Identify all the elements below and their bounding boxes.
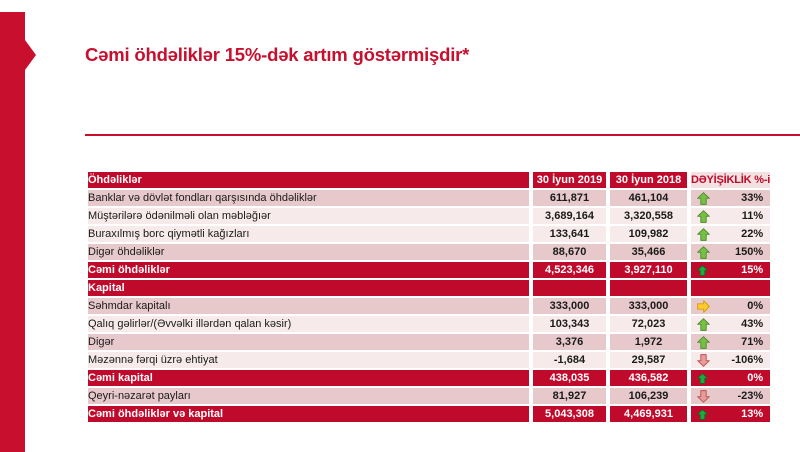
value-2019: 81,927 [533,388,606,404]
value-2019: 88,670 [533,244,606,260]
row-label: Cəmi öhdəliklər [88,262,529,278]
value-2019: 333,000 [533,298,606,314]
row-label: Cəmi öhdəliklər və kapital [88,406,529,422]
up-arrow-icon [697,373,708,384]
change-value: 71% [741,336,764,348]
change-cell [691,334,770,350]
table-row [88,262,770,278]
table-row [88,280,770,296]
value-2018: 3,927,110 [610,262,687,278]
change-cell [691,316,770,332]
table-row [88,406,770,422]
change-value: 11% [741,210,764,222]
value-2018: 72,023 [610,316,687,332]
row-label: Müştərilərə ödənilməli olan məbləğıər [88,208,529,224]
up-arrow-icon [697,210,710,223]
col-header-2019: 30 İyun 2019 [533,172,606,188]
value-2019 [533,280,606,296]
change-value: 22% [741,228,764,240]
title-underline [85,134,800,136]
change-value: 150% [735,246,764,258]
change-cell [691,244,770,260]
change-value: 13% [741,408,764,420]
value-2018: 29,587 [610,352,687,368]
change-cell [691,226,770,242]
value-2018: 3,320,558 [610,208,687,224]
down-arrow-icon [697,354,710,367]
change-value: 0% [747,300,764,312]
accent-arrow-icon [25,40,36,70]
value-2018: 461,104 [610,190,687,206]
value-2019: 4,523,346 [533,262,606,278]
change-cell [691,352,770,368]
change-cell [691,298,770,314]
row-label: Digər öhdəliklər [88,244,529,260]
change-cell [691,280,770,296]
accent-bar [0,12,25,452]
value-2018: 1,972 [610,334,687,350]
table-row [88,208,770,224]
col-header-2018: 30 İyun 2018 [610,172,687,188]
down-arrow-icon [697,390,710,403]
table-row [88,298,770,314]
row-label: Buraxılmış borc qiymətli kağızları [88,226,529,242]
row-label: Digər [88,334,529,350]
right-arrow-icon [697,300,710,313]
value-2019: 611,871 [533,190,606,206]
financial-table [84,170,774,424]
value-2019: -1,684 [533,352,606,368]
change-cell [691,406,770,422]
up-arrow-icon [697,192,710,205]
table-row [88,190,770,206]
up-arrow-icon [697,336,710,349]
value-2018: 106,239 [610,388,687,404]
table-row [88,244,770,260]
value-2018: 333,000 [610,298,687,314]
value-2019: 103,343 [533,316,606,332]
value-2018: 436,582 [610,370,687,386]
table-row [88,316,770,332]
value-2019: 5,043,308 [533,406,606,422]
row-label: Məzənnə fərqi üzrə ehtiyat [88,352,529,368]
table-header-row [88,172,770,188]
table-row [88,370,770,386]
row-label: Qalıq gəlirlər/(Əvvəlki illərdən qalan kəsir) [88,316,529,332]
row-label: Banklar və dövlət fondları qarşısında öhdəliklər [88,190,529,206]
change-value: 43% [741,318,764,330]
change-cell [691,370,770,386]
table-row [88,226,770,242]
value-2018: 35,466 [610,244,687,260]
change-value: -106% [731,354,764,366]
change-value: 0% [747,372,764,384]
row-label: Kapital [88,280,529,296]
value-2018 [610,280,687,296]
row-label: Cəmi kapital [88,370,529,386]
value-2018: 4,469,931 [610,406,687,422]
value-2019: 3,689,164 [533,208,606,224]
change-cell [691,190,770,206]
change-value: 15% [741,264,764,276]
row-label: Səhmdar kapitalı [88,298,529,314]
change-cell [691,388,770,404]
change-value: 33% [741,192,764,204]
page-title: Cəmi öhdəliklər 15%-dək artım göstərmişdir* [85,44,470,65]
table-row [88,334,770,350]
up-arrow-icon [697,246,710,259]
row-label: Qeyri-nəzarət payları [88,388,529,404]
table-row [88,388,770,404]
change-cell [691,262,770,278]
col-header-change: DƏYİŞİKLİK %-i [691,174,771,186]
change-cell [691,208,770,224]
value-2019: 438,035 [533,370,606,386]
change-value: -23% [737,390,764,402]
up-arrow-icon [697,318,710,331]
col-header-liabilities: Öhdəliklər [88,172,529,188]
value-2019: 133,641 [533,226,606,242]
up-arrow-icon [697,228,710,241]
up-arrow-icon [697,265,708,276]
up-arrow-icon [697,409,708,420]
table-row [88,352,770,368]
value-2019: 3,376 [533,334,606,350]
value-2018: 109,982 [610,226,687,242]
